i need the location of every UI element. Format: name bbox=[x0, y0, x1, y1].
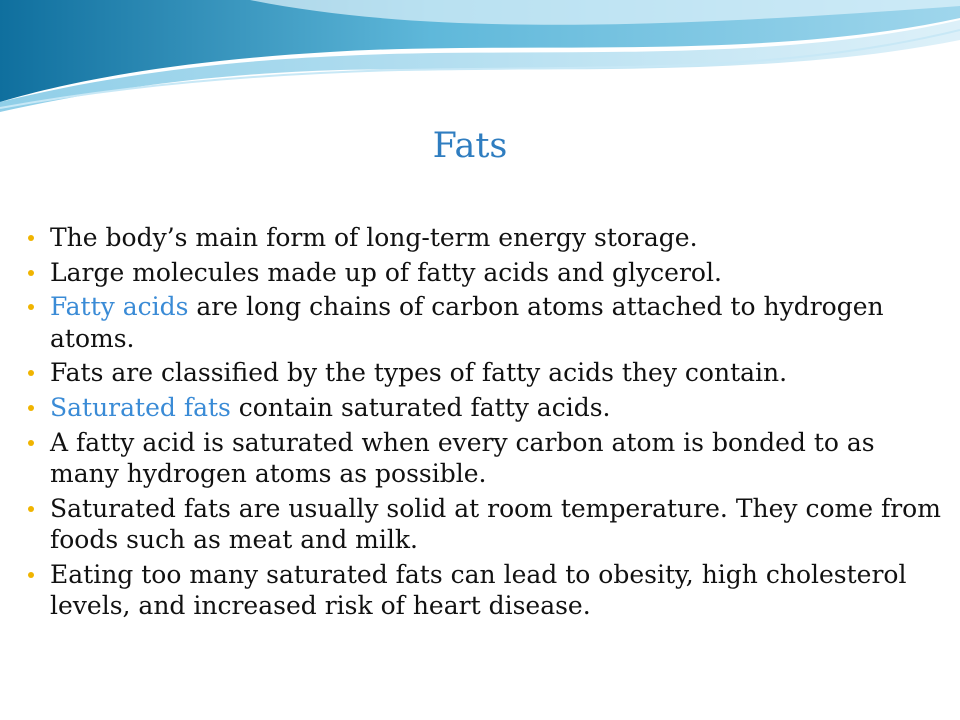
list-item bbox=[22, 392, 942, 423]
bullet-dot-icon bbox=[28, 440, 34, 446]
list-item bbox=[22, 291, 942, 354]
bullet-text: contain saturated fatty acids. bbox=[230, 393, 611, 423]
bullet-highlight-term: Saturated fats bbox=[50, 393, 231, 423]
bullet-text: are long chains of carbon atoms attached to hydrogen atoms. bbox=[50, 292, 884, 353]
list-item bbox=[22, 427, 942, 490]
bullet-dot-icon bbox=[28, 304, 34, 310]
bullet-dot-icon bbox=[28, 235, 34, 241]
bullet-text: Saturated fats are usually solid at room temperature. They come from foods such as meat and milk. bbox=[50, 493, 941, 555]
bullet-highlight-term: Fatty acids bbox=[50, 292, 189, 322]
list-item bbox=[22, 493, 942, 556]
header-wave-decoration bbox=[0, 0, 960, 120]
list-item bbox=[22, 257, 942, 288]
bullet-text: Fats are classified by the types of fatty acids they contain. bbox=[50, 358, 788, 388]
list-item bbox=[22, 357, 942, 388]
bullet-dot-icon bbox=[28, 270, 34, 276]
list-item bbox=[22, 559, 942, 622]
bullet-text: Large molecules made up of fatty acids and glycerol. bbox=[50, 257, 722, 287]
list-item bbox=[22, 222, 942, 253]
slide-title: Fats bbox=[432, 126, 508, 166]
bullet-text: The body’s main form of long-term energy storage. bbox=[50, 223, 698, 252]
bullet-dot-icon bbox=[28, 572, 34, 578]
bullet-dot-icon bbox=[28, 370, 34, 376]
bullet-list bbox=[22, 222, 942, 625]
bullet-dot-icon bbox=[28, 405, 34, 411]
bullet-text: Eating too many saturated fats can lead to obesity, high cholesterol levels, and increased risk of heart disease. bbox=[50, 559, 907, 620]
bullet-text: A fatty acid is saturated when every carbon atom is bonded to as many hydrogen atoms as possible. bbox=[50, 427, 875, 489]
bullet-dot-icon bbox=[28, 506, 34, 512]
